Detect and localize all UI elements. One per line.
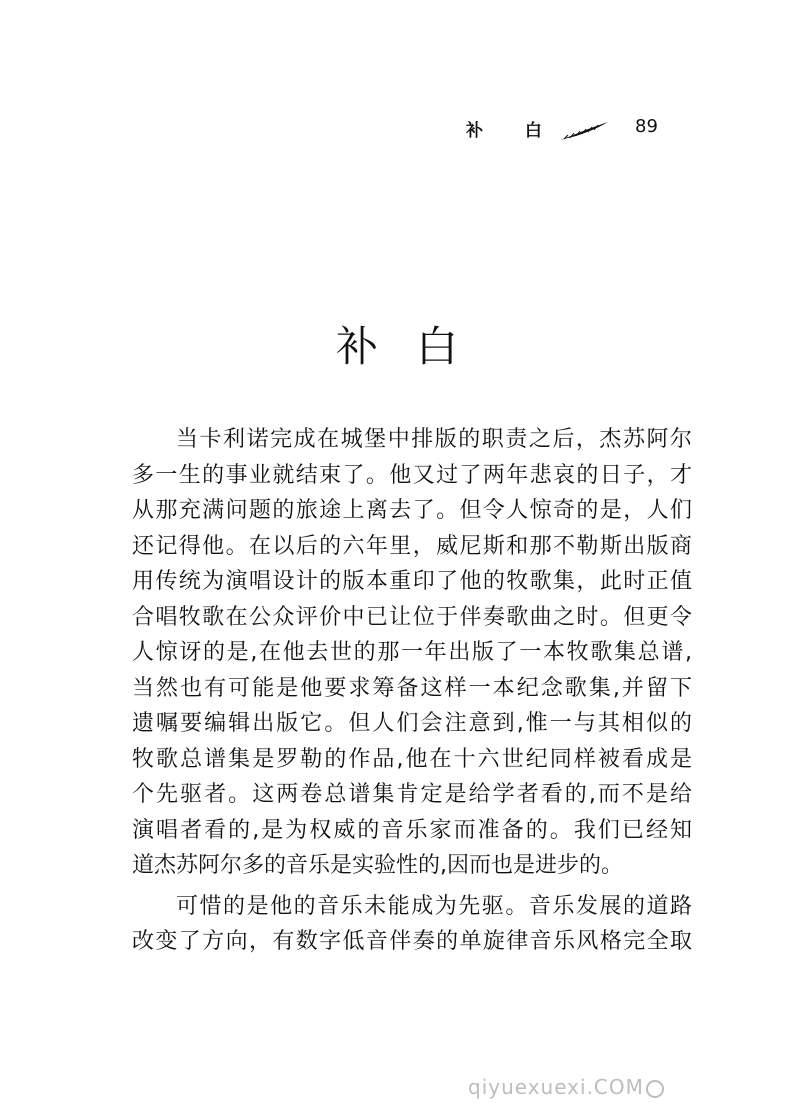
text-line: 牧歌总谱集是罗勒的作品,他在十六世纪同样被看成是 (132, 746, 692, 772)
page-number: 89 (635, 116, 658, 137)
chapter-title-char-2: 白 (416, 322, 459, 372)
text-line: 道杰苏阿尔多的音乐是实验性的,因而也是进步的。 (132, 853, 623, 878)
running-title: 补 白 (466, 121, 560, 141)
paragraph-2 (132, 889, 692, 960)
text-line: 个先驱者。这两卷总谱集肯定是给学者看的,而不是给 (132, 782, 692, 807)
text-line: 从那充满问题的旅途上离去了。但令人惊奇的是，人们 (132, 498, 692, 523)
text-line: 合唱牧歌在公众评价中已让位于伴奏歌曲之时。但更令 (132, 604, 692, 630)
text-line: 改变了方向，有数字低音伴奏的单旋律音乐风格完全取 (132, 929, 692, 954)
feather-ornament-icon (558, 120, 610, 142)
body-text (132, 422, 692, 960)
text-line: 遗嘱要编辑出版它。但人们会注意到,惟一与其相似的 (132, 711, 692, 736)
chapter-title-char-1: 补 (335, 322, 378, 372)
watermark-text: qiyuexuexi.COM (468, 1075, 644, 1099)
text-line: 可惜的是他的音乐未能成为先驱。音乐发展的道路 (176, 893, 692, 919)
text-line: 人惊讶的是,在他去世的那一年出版了一本牧歌集总谱, (132, 640, 692, 665)
paragraph-1 (132, 422, 692, 884)
text-line: 当卡利诺完成在城堡中排版的职责之后，杰苏阿尔 (176, 427, 692, 452)
text-line: 多一生的事业就结束了。他又过了两年悲哀的日子，才 (132, 462, 692, 488)
text-line: 用传统为演唱设计的版本重印了他的牧歌集，此时正值 (132, 569, 692, 594)
text-line: 演唱者看的,是为权威的音乐家而准备的。我们已经知 (132, 817, 692, 843)
site-watermark (468, 1075, 664, 1099)
text-line: 当然也有可能是他要求筹备这样一本纪念歌集,并留下 (132, 675, 692, 701)
watermark-logo-icon (646, 1080, 664, 1098)
text-line: 还记得他。在以后的六年里，威尼斯和那不勒斯出版商 (132, 533, 692, 559)
page-header (0, 116, 794, 148)
chapter-title (0, 314, 794, 374)
